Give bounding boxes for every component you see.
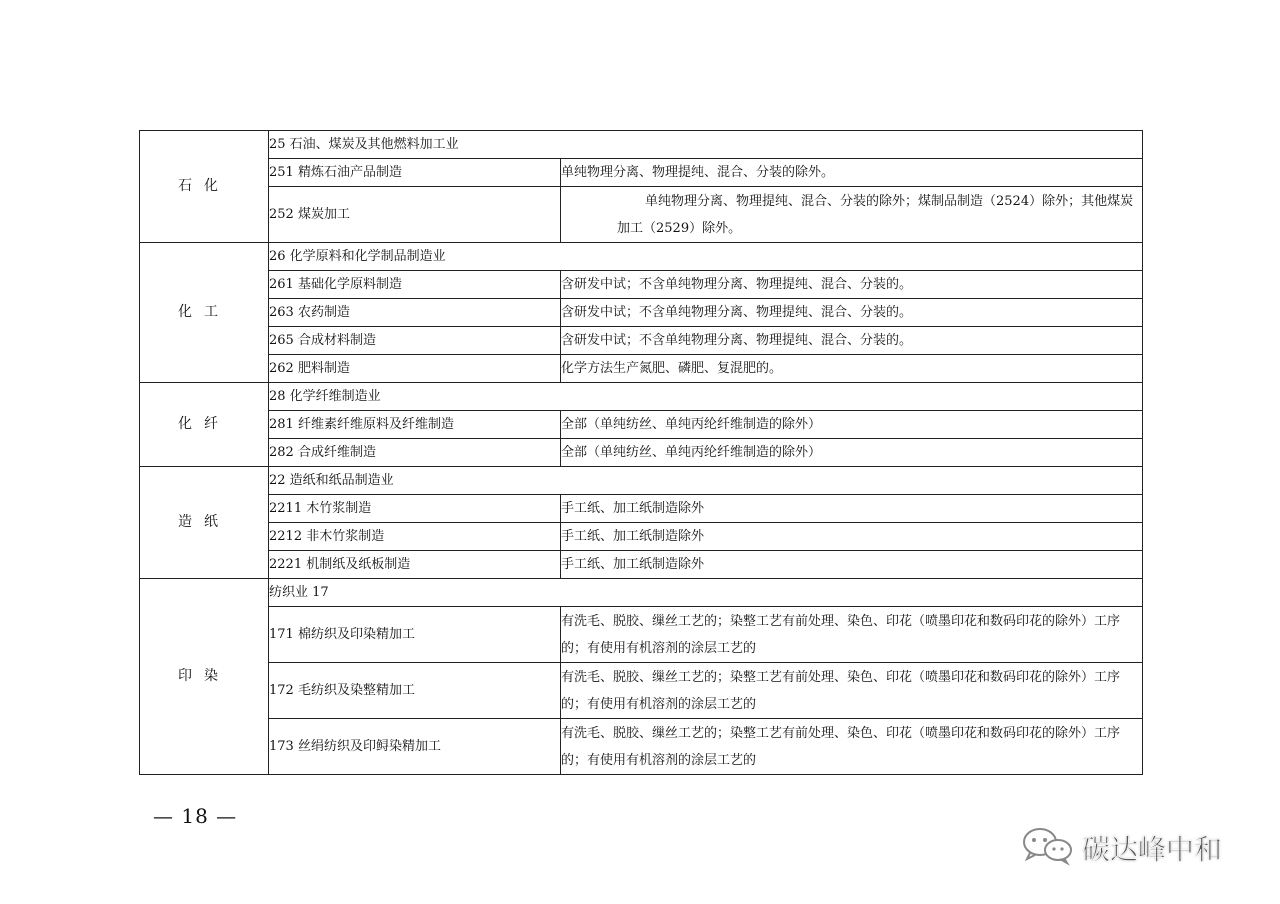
industry-description: 含研发中试；不含单纯物理分离、物理提纯、混合、分装的。 xyxy=(561,299,1143,327)
industry-code-name: 171 棉纺织及印染精加工 xyxy=(269,607,561,663)
industry-description: 全部（单纯纺丝、单纯丙纶纤维制造的除外） xyxy=(561,439,1143,467)
industry-description: 单纯物理分离、物理提纯、混合、分装的除外；煤制品制造（2524）除外；其他煤炭加工（2529）除外。 xyxy=(561,187,1143,243)
industry-description: 全部（单纯纺丝、单纯丙纶纤维制造的除外） xyxy=(561,411,1143,439)
industry-code-name: 262 肥料制造 xyxy=(269,355,561,383)
industry-code-name: 282 合成纤维制造 xyxy=(269,439,561,467)
category-cell: 印染 xyxy=(140,579,269,775)
section-header: 28 化学纤维制造业 xyxy=(269,383,1143,411)
industry-code-name: 265 合成材料制造 xyxy=(269,327,561,355)
industry-code-name: 252 煤炭加工 xyxy=(269,187,561,243)
wechat-icon xyxy=(1020,826,1076,870)
industry-code-name: 251 精炼石油产品制造 xyxy=(269,159,561,187)
industry-description: 化学方法生产氮肥、磷肥、复混肥的。 xyxy=(561,355,1143,383)
industry-code-name: 261 基础化学原料制造 xyxy=(269,271,561,299)
industry-description: 手工纸、加工纸制造除外 xyxy=(561,495,1143,523)
industry-code-name: 2212 非木竹浆制造 xyxy=(269,523,561,551)
industry-code-name: 172 毛纺织及染整精加工 xyxy=(269,663,561,719)
industry-code-name: 2221 机制纸及纸板制造 xyxy=(269,551,561,579)
industry-description: 有洗毛、脱胶、缫丝工艺的；染整工艺有前处理、染色、印花（喷墨印花和数码印花的除外）工序的；有使用有机溶剂的涂层工艺的 xyxy=(561,663,1143,719)
industry-description: 含研发中试；不含单纯物理分离、物理提纯、混合、分装的。 xyxy=(561,327,1143,355)
category-cell: 造纸 xyxy=(140,467,269,579)
category-cell: 化纤 xyxy=(140,383,269,467)
industry-code-name: 2211 木竹浆制造 xyxy=(269,495,561,523)
industry-description: 手工纸、加工纸制造除外 xyxy=(561,551,1143,579)
industry-table xyxy=(139,130,1143,775)
category-cell: 石化 xyxy=(140,131,269,243)
industry-description: 手工纸、加工纸制造除外 xyxy=(561,523,1143,551)
industry-description: 有洗毛、脱胶、缫丝工艺的；染整工艺有前处理、染色、印花（喷墨印花和数码印花的除外）工序的；有使用有机溶剂的涂层工艺的 xyxy=(561,607,1143,663)
page-number: — 18 — xyxy=(153,804,238,828)
section-header: 纺织业 17 xyxy=(269,579,1143,607)
industry-description: 单纯物理分离、物理提纯、混合、分装的除外。 xyxy=(561,159,1143,187)
industry-code-name: 173 丝绢纺织及印鲟染精加工 xyxy=(269,719,561,775)
category-cell: 化工 xyxy=(140,243,269,383)
industry-code-name: 281 纤维素纤维原料及纤维制造 xyxy=(269,411,561,439)
watermark-text: 碳达峰中和 xyxy=(1082,833,1223,866)
section-header: 25 石油、煤炭及其他燃料加工业 xyxy=(269,131,1143,159)
industry-description: 含研发中试；不含单纯物理分离、物理提纯、混合、分装的。 xyxy=(561,271,1143,299)
watermark xyxy=(1020,826,1222,870)
section-header: 22 造纸和纸品制造业 xyxy=(269,467,1143,495)
section-header: 26 化学原料和化学制品制造业 xyxy=(269,243,1143,271)
industry-description: 有洗毛、脱胶、缫丝工艺的；染整工艺有前处理、染色、印花（喷墨印花和数码印花的除外）工序的；有使用有机溶剂的涂层工艺的 xyxy=(561,719,1143,775)
industry-code-name: 263 农药制造 xyxy=(269,299,561,327)
